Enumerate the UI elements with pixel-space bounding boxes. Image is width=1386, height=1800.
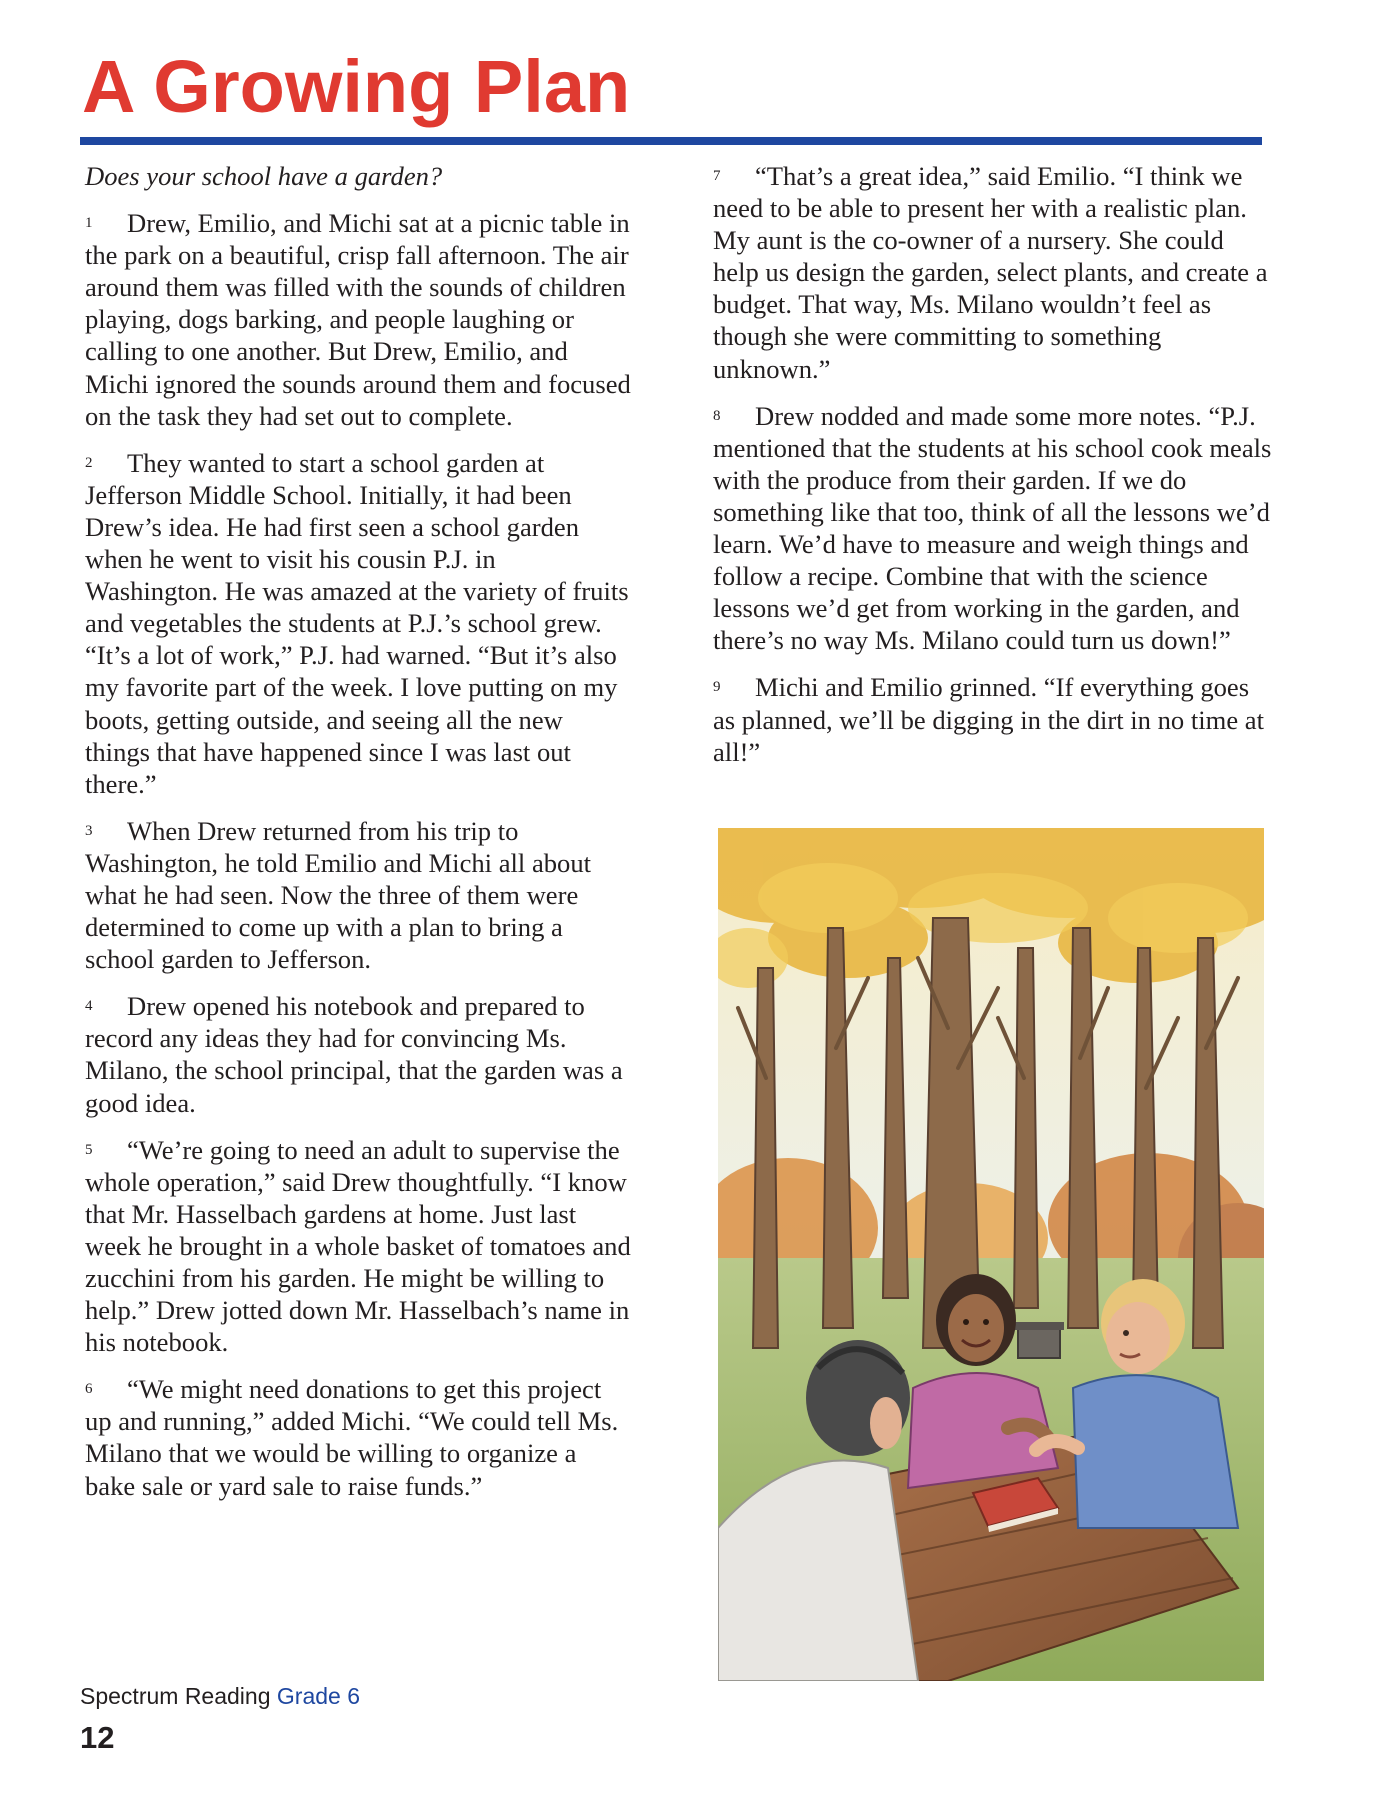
title-divider <box>80 137 1262 145</box>
paragraph-text: Drew opened his notebook and prepared to record any ideas they had for convincing Ms. Milano, the school principal, that the garden was a good idea. <box>85 991 623 1118</box>
paragraph-text: They wanted to start a school garden at Jefferson Middle School. Initially, it had been Drew’s idea. He had first seen a school garden when he went to visit his cousin P.J. in Washington. He was amazed at the variety of fruits and vegetables the students at P.J.’s school grew. “It’s a lot of work,” P.J. had warned. “But it’s also my favorite part of the week. I love putting on my boots, getting outside, and seeing all the new things that have happened since I was last out there.” <box>85 447 629 799</box>
paragraph-number: 7 <box>713 168 721 184</box>
paragraph-9 <box>713 671 1273 767</box>
paragraph-4 <box>85 990 633 1118</box>
paragraph-1 <box>85 207 633 432</box>
paragraph-text: “We might need donations to get this project up and running,” added Michi. “We could tell Ms. Milano that we would be willing to organize a bake sale or yard sale to raise funds.” <box>85 1374 619 1501</box>
paragraph-5 <box>85 1134 633 1359</box>
paragraph-text: Michi and Emilio grinned. “If everything goes as planned, we’ll be digging in the dirt in no time at all!” <box>713 672 1264 767</box>
paragraph-number: 1 <box>85 215 93 232</box>
left-column <box>85 160 633 1517</box>
paragraph-text: Drew nodded and made some more notes. “P.J. mentioned that the students at his school cook meals with the produce from their garden. If we do something like that too, think of all the lessons we’d learn. We’d have to measure and weigh things and follow a recipe. Combine that with the science lessons we’d get from working in the garden, and there’s no way Ms. Milano could turn us down!” <box>713 400 1272 656</box>
paragraph-2 <box>85 447 633 800</box>
paragraph-number: 4 <box>85 998 93 1015</box>
page-title: A Growing Plan <box>82 45 631 128</box>
paragraph-number: 2 <box>85 454 93 471</box>
page-number: 12 <box>80 1720 115 1755</box>
paragraph-text: “We’re going to need an adult to supervise the whole operation,” said Drew thoughtfully. “I know that Mr. Hasselbach gardens at home. Just last week he brought in a whole basket of tomatoes and zucchini from his garden. He might be willing to help.” Drew jotted down Mr. Hasselbach’s name in his notebook. <box>85 1134 631 1358</box>
paragraph-8 <box>713 400 1273 657</box>
right-column <box>713 160 1273 783</box>
grade-label: Grade 6 <box>276 1683 360 1709</box>
series-name: Spectrum Reading <box>80 1683 271 1709</box>
paragraph-7 <box>713 160 1273 385</box>
paragraph-3 <box>85 815 633 975</box>
story-illustration <box>718 828 1264 1681</box>
illustration-picnic-in-autumn-park <box>718 828 1264 1681</box>
paragraph-number: 8 <box>713 407 721 424</box>
paragraph-number: 3 <box>85 822 93 839</box>
paragraph-text: “That’s a great idea,” said Emilio. “I think we need to be able to present her with a realistic plan. My aunt is the co-owner of a nursery. She could help us design the garden, select plants, and create a budget. That way, Ms. Milano wouldn’t feel as though she were committing to something unknown.” <box>713 161 1268 384</box>
paragraph-text: Drew, Emilio, and Michi sat at a picnic table in the park on a beautiful, crisp fall afternoon. The air around them was filled with the sounds of children playing, dogs barking, and people laughing or calling to one another. But Drew, Emilio, and Michi ignored the sounds around them and focused on the task they had set out to complete. <box>85 208 631 431</box>
paragraph-number: 6 <box>85 1381 93 1398</box>
paragraph-text: When Drew returned from his trip to Washington, he told Emilio and Michi all about what he had seen. Now the three of them were determined to come up with a plan to bring a school garden to Jefferson. <box>85 815 592 975</box>
footer-series <box>80 1683 360 1710</box>
paragraph-number: 5 <box>85 1141 93 1158</box>
paragraph-number: 9 <box>713 679 721 696</box>
paragraph-6 <box>85 1373 633 1501</box>
intro-question: Does your school have a garden? <box>85 161 443 191</box>
